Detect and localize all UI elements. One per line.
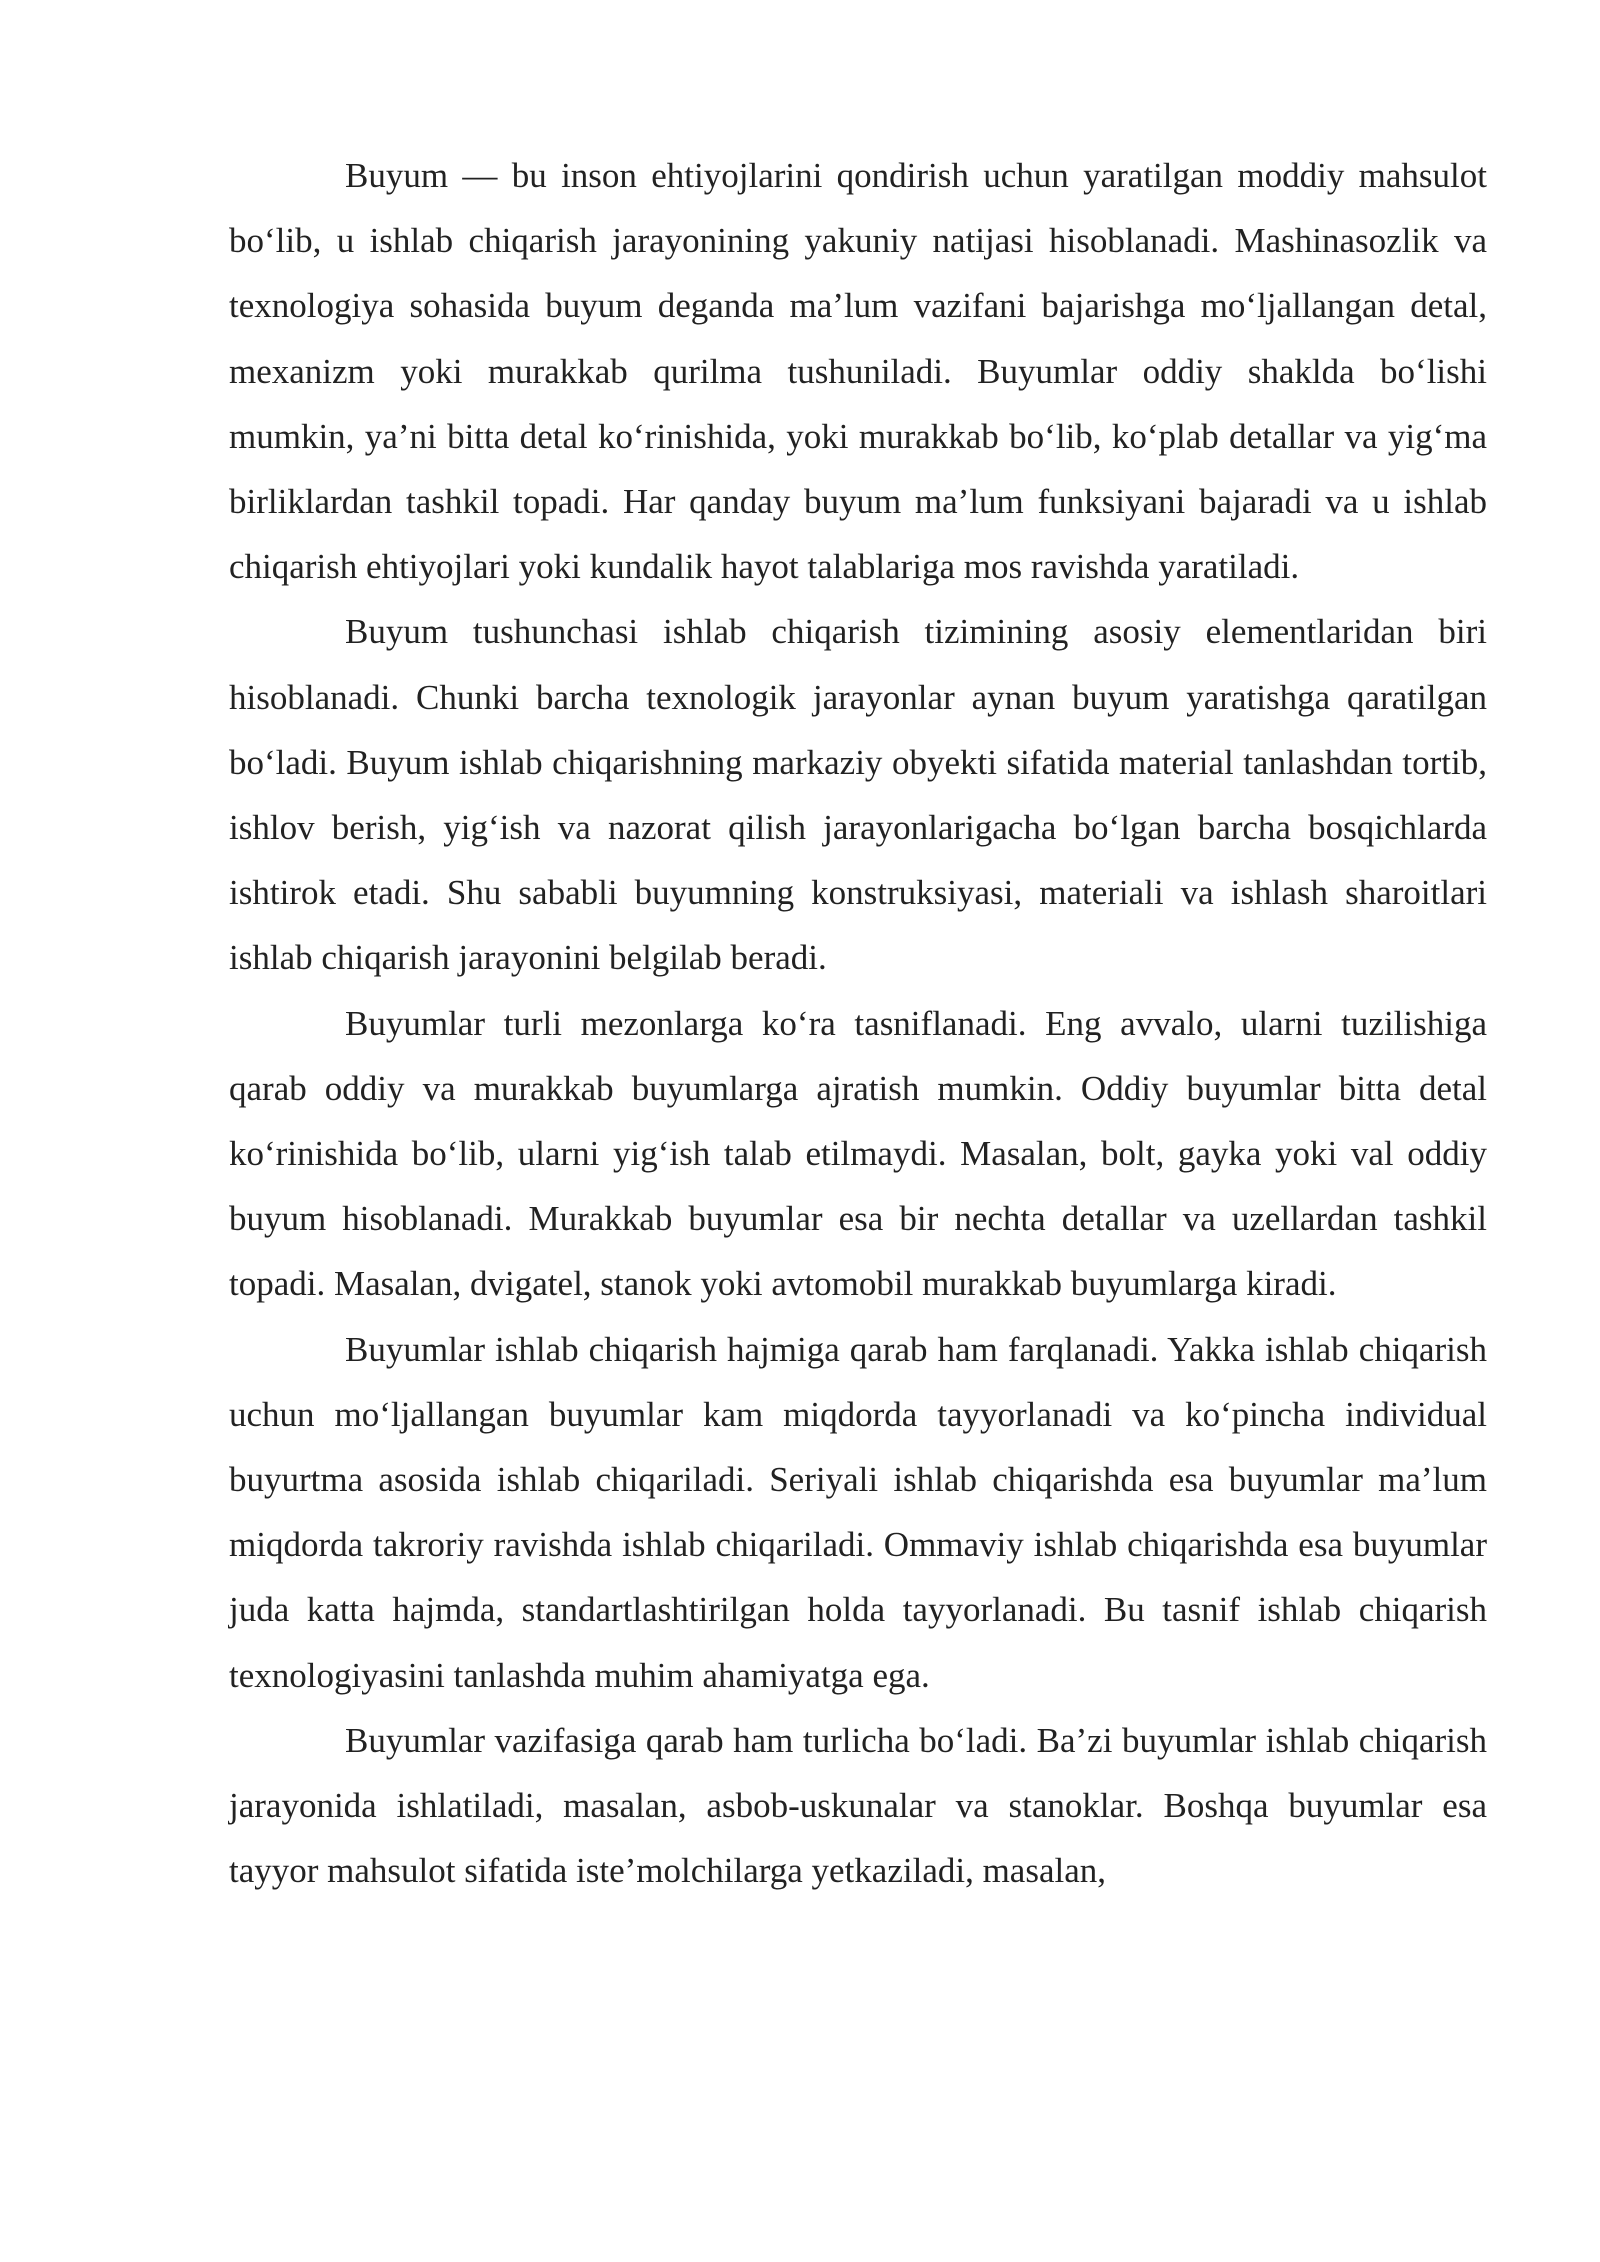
paragraph-3: Buyumlar turli mezonlarga ko‘ra tasniflanadi. Eng avvalo, ularni tuzilishiga qarab oddiy va murakkab buyumlarga ajratish mumkin. Oddiy buyumlar bitta detal ko‘rinishida bo‘lib, ularni yig‘ish talab etilmaydi. Masalan, bolt, gayka yoki val oddiy buyum hisoblanadi. Murakkab buyumlar esa bir nechta detallar va uzellardan tashkil topadi. Masalan, dvigatel, stanok yoki avtomobil murakkab buyumlarga kiradi. (229, 1003, 1487, 1304)
paragraph-1: Buyum — bu inson ehtiyojlarini qondirish uchun yaratilgan moddiy mahsulot bo‘lib, u ishlab chiqarish jarayonining yakuniy natijasi hisoblanadi. Mashinasozlik va texnologiya sohasida buyum deganda ma’lum vazifani bajarishga mo‘ljallangan detal, mexanizm yoki murakkab qurilma tushuniladi. Buyumlar oddiy shaklda bo‘lishi mumkin, ya’ni bitta detal ko‘rinishida, yoki murakkab bo‘lib, ko‘plab detallar va yig‘ma birliklardan tashkil topadi. Har qanday buyum ma’lum funksiyani bajaradi va u ishlab chiqarish ehtiyojlari yoki kundalik hayot talablariga mos ravishda yaratiladi. (229, 156, 1487, 587)
paragraph-5: Buyumlar vazifasiga qarab ham turlicha bo‘ladi. Ba’zi buyumlar ishlab chiqarish jarayonida ishlatiladi, masalan, asbob-uskunalar va stanoklar. Boshqa buyumlar esa tayyor mahsulot sifatida iste’molchilarga yetkaziladi, masalan, (229, 1720, 1487, 1891)
paragraph-2: Buyum tushunchasi ishlab chiqarish tizimining asosiy elementlaridan biri hisoblanadi. Chunki barcha texnologik jarayonlar aynan buyum yaratishga qaratilgan bo‘ladi. Buyum ishlab chiqarishning markaziy obyekti sifatida material tanlashdan tortib, ishlov berish, yig‘ish va nazorat qilish jarayonlarigacha bo‘lgan barcha bosqichlarda ishtirok etadi. Shu sababli buyumning konstruksiyasi, materiali va ishlash sharoitlari ishlab chiqarish jarayonini belgilab beradi. (229, 612, 1487, 978)
paragraph-4: Buyumlar ishlab chiqarish hajmiga qarab ham farqlanadi. Yakka ishlab chiqarish uchun mo‘ljallangan buyumlar kam miqdorda tayyorlanadi va ko‘pincha individual buyurtma asosida ishlab chiqariladi. Seriyali ishlab chiqarishda esa buyumlar ma’lum miqdorda takroriy ravishda ishlab chiqariladi. Ommaviy ishlab chiqarishda esa buyumlar juda katta hajmda, standartlashtirilgan holda tayyorlanadi. Bu tasnif ishlab chiqarish texnologiyasini tanlashda muhim ahamiyatga ega. (229, 1329, 1487, 1695)
document-body (229, 143, 1487, 1903)
